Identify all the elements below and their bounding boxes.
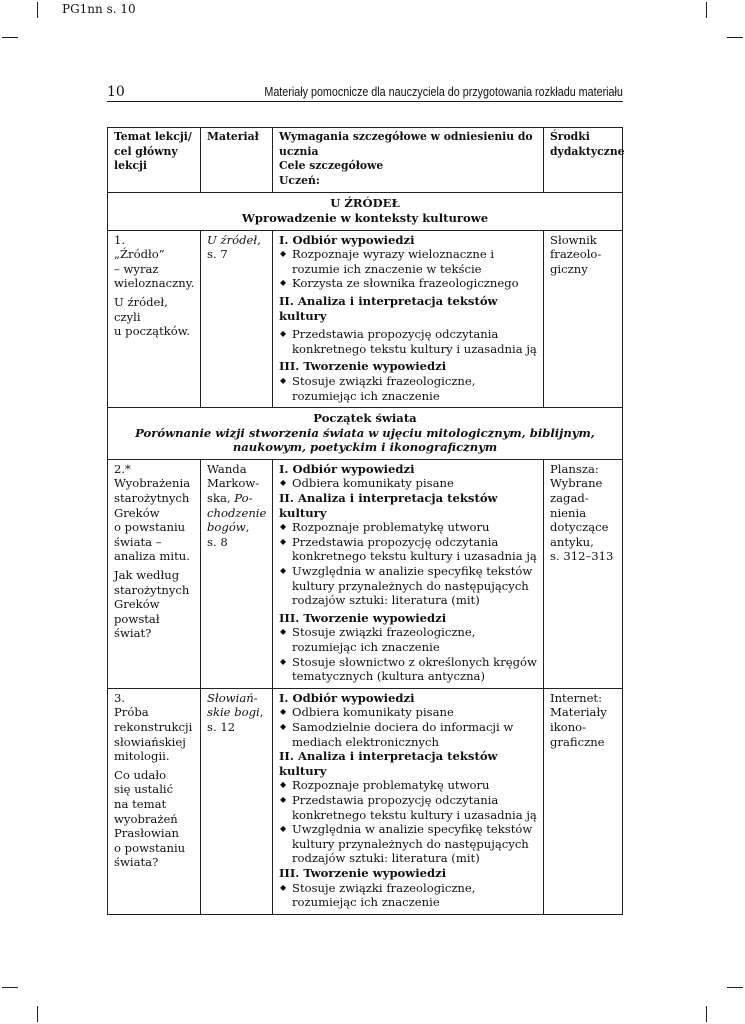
material-title: skie bogi <box>207 705 260 720</box>
requirement-list <box>279 374 537 403</box>
temat-line: wyobrażeń <box>114 811 178 826</box>
srodki-line: ikono- <box>550 719 587 734</box>
crop-mark <box>37 1006 38 1022</box>
requirement-item: ◆ Samodzielnie dociera do informacji w mediach elektronicznych <box>279 720 537 749</box>
temat-line: Prasłowian <box>114 826 179 841</box>
section-heading: III. Tworzenie wypowiedzi <box>279 865 447 880</box>
section-heading: III. Tworzenie wypowiedzi <box>279 359 447 374</box>
requirement-item: ◆ Rozpoznaje wyrazy wieloznaczne i rozumie ich znaczenie w tekście <box>279 247 537 276</box>
header-temat: Temat lekcji/ cel główny lekcji <box>108 128 201 193</box>
srodki-line: Wybrane <box>550 476 603 491</box>
srodki-line: Materiały <box>550 705 607 720</box>
wymagania-cell <box>273 688 544 914</box>
srodki-line: Słownik <box>550 232 597 247</box>
srodki-line: nienia <box>550 505 587 520</box>
requirement-list <box>279 778 537 866</box>
temat-line: się ustalić <box>114 782 174 797</box>
requirement-item: ◆ Stosuje związki frazeologiczne, rozumiejąc ich znaczenie <box>279 374 537 403</box>
temat-line: Co udało <box>114 767 167 782</box>
crop-mark <box>2 987 18 988</box>
srodki-cell <box>544 688 623 914</box>
material-title: Po- <box>234 491 253 506</box>
section-row <box>108 408 623 460</box>
table-row <box>108 230 623 408</box>
temat-line: – wyraz <box>114 261 159 276</box>
requirement-item: ◆ Korzysta ze słownika frazeologicznego <box>279 276 537 291</box>
temat-line: na temat <box>114 796 167 811</box>
srodki-line: s. 312–313 <box>550 549 614 564</box>
temat-line: świata – <box>114 534 162 549</box>
srodki-line: graficzne <box>550 734 605 749</box>
material-line <box>207 520 266 535</box>
temat-line: o powstaniu <box>114 520 186 535</box>
temat-line: świata? <box>114 855 159 870</box>
temat-line: starożytnych <box>114 582 190 597</box>
srodki-cell <box>544 230 623 408</box>
header-wymagania <box>273 128 544 193</box>
temat-line: o powstaniu <box>114 840 186 855</box>
temat-line: U źródeł, czyli <box>114 294 168 324</box>
temat-line: Greków <box>114 505 160 520</box>
temat-line: starożytnych <box>114 491 190 506</box>
crop-mark <box>706 1006 707 1022</box>
lesson-plan-table <box>107 127 623 915</box>
requirement-list <box>279 520 537 608</box>
material-page: s. 8 <box>207 534 228 549</box>
material-title: Słowiań- <box>207 690 258 705</box>
material-line: Markow- <box>207 476 260 491</box>
material-title: U źródeł, <box>207 232 261 247</box>
temat-line: wieloznaczny. <box>114 276 195 291</box>
requirement-list <box>279 881 537 910</box>
material-comma: , <box>259 705 264 720</box>
temat-line: powstał świat? <box>114 611 160 641</box>
material-author: ska, <box>207 491 231 506</box>
temat-cell <box>108 688 201 914</box>
material-title: chodzenie <box>207 505 267 520</box>
section-heading: I. Odbiór wypowiedzi <box>279 461 415 476</box>
crop-mark <box>727 37 743 38</box>
requirement-item: ◆ Rozpoznaje problematykę utworu <box>279 520 537 535</box>
temat-line: 1. <box>114 232 126 247</box>
requirement-item: ◆ Uwzględnia w analizie specyfikę tekstów kultury przynależnych do następujących rodzajów sztuki: literatura (mit) <box>279 822 537 866</box>
requirement-item: ◆ Stosuje związki frazeologiczne, rozumiejąc ich znaczenie <box>279 881 537 910</box>
section-row <box>108 193 623 230</box>
material-cell <box>201 230 273 408</box>
section-subtitle: Wprowadzenie w konteksty kulturowe <box>241 210 489 225</box>
section-heading: I. Odbiór wypowiedzi <box>279 690 415 705</box>
requirement-item: ◆ Przedstawia propozycję odczytania konkretnego tekstu kultury i uzasadnia ją <box>279 327 537 356</box>
section-title: Początek świata <box>313 411 417 426</box>
section-heading: II. Analiza i interpretacja tekstów kultury <box>279 749 498 778</box>
wymagania-cell <box>273 459 544 688</box>
header-srodki: Środki dydaktyczne <box>544 128 623 193</box>
requirement-item: ◆ Stosuje słownictwo z określonych kręgów tematycznych (kultura antyczna) <box>279 655 537 684</box>
requirement-item: ◆ Odbiera komunikaty pisane <box>279 705 537 720</box>
srodki-line: dotyczące <box>550 520 609 535</box>
table-header-row <box>108 128 623 193</box>
temat-cell <box>108 459 201 688</box>
header-wymagania-line: Wymagania szczegółowe w odniesieniu do ucznia <box>279 130 533 158</box>
requirement-item: ◆ Stosuje związki frazeologiczne, rozumiejąc ich znaczenie <box>279 625 537 654</box>
srodki-line: Internet: <box>550 690 603 705</box>
temat-line: Greków <box>114 597 160 612</box>
temat-line: u początków. <box>114 324 190 339</box>
requirement-list <box>279 705 537 749</box>
material-line <box>207 705 266 720</box>
crop-mark <box>727 987 743 988</box>
requirement-item: ◆ Rozpoznaje problematykę utworu <box>279 778 537 793</box>
requirement-item: ◆ Uwzględnia w analizie specyfikę tekstów kultury przynależnych do następujących rodzajów sztuki: literatura (mit) <box>279 564 537 608</box>
temat-line: analiza mitu. <box>114 549 190 564</box>
requirement-item: ◆ Przedstawia propozycję odczytania konkretnego tekstu kultury i uzasadnia ją <box>279 793 537 822</box>
material-page: s. 12 <box>207 719 236 734</box>
header-wymagania-line: Uczeń: <box>279 173 320 187</box>
srodki-line: giczny <box>550 261 588 276</box>
material-page: s. 7 <box>207 247 228 262</box>
srodki-line: antyku, <box>550 534 594 549</box>
material-cell <box>201 688 273 914</box>
section-heading: II. Analiza i interpretacja tekstów kultury <box>279 293 498 323</box>
requirement-list <box>279 327 537 356</box>
material-comma: , <box>245 520 250 535</box>
temat-line: 2.* <box>114 461 131 476</box>
material-cell <box>201 459 273 688</box>
requirement-item: ◆ Odbiera komunikaty pisane <box>279 476 537 491</box>
section-heading: II. Analiza i interpretacja tekstów kultury <box>279 491 498 520</box>
temat-line: Jak według <box>114 568 180 583</box>
temat-line: rekonstrukcji <box>114 719 193 734</box>
wymagania-cell <box>273 230 544 408</box>
material-title: bogów <box>207 520 246 535</box>
srodki-line: Plansza: <box>550 461 599 476</box>
material-line: Wanda <box>207 461 247 476</box>
header-rule <box>107 101 623 102</box>
temat-line: mitologii. <box>114 749 170 764</box>
requirement-list <box>279 476 537 491</box>
temat-cell <box>108 230 201 408</box>
temat-line: 3. <box>114 690 126 705</box>
material-line <box>207 491 266 506</box>
requirement-item: ◆ Przedstawia propozycję odczytania konkretnego tekstu kultury i uzasadnia ją <box>279 535 537 564</box>
section-title: U ŹRÓDEŁ <box>330 196 400 211</box>
print-slug: PG1nn s. 10 <box>62 2 136 16</box>
table-row <box>108 459 623 688</box>
crop-mark <box>706 2 707 18</box>
temat-line: słowiańskiej <box>114 734 186 749</box>
section-subtitle: Porównanie wizji stworzenia świata w ujęciu mitologicznym, biblijnym, naukowym, poetyckim i ikonograficznym <box>135 425 595 455</box>
srodki-cell <box>544 459 623 688</box>
requirement-list <box>279 625 537 683</box>
temat-line: Wyobrażenia <box>114 476 191 491</box>
requirement-list <box>279 247 537 291</box>
section-heading: I. Odbiór wypowiedzi <box>279 232 415 247</box>
crop-mark <box>37 2 38 18</box>
section-cell <box>108 408 623 460</box>
srodki-line: zagad- <box>550 491 589 506</box>
table-row <box>108 688 623 914</box>
page-number: 10 <box>107 84 125 100</box>
section-heading: III. Tworzenie wypowiedzi <box>279 610 447 625</box>
temat-line: „Źródło” <box>114 247 165 262</box>
crop-mark <box>2 37 18 38</box>
temat-line: Próba <box>114 705 149 720</box>
header-wymagania-line: Cele szczegółowe <box>279 159 384 173</box>
header-material: Materiał <box>201 128 273 193</box>
srodki-line: frazeolo- <box>550 247 602 262</box>
section-cell <box>108 193 623 230</box>
running-head: Materiały pomocnicze dla nauczyciela do przygotowania rozkładu materiału <box>264 85 623 99</box>
